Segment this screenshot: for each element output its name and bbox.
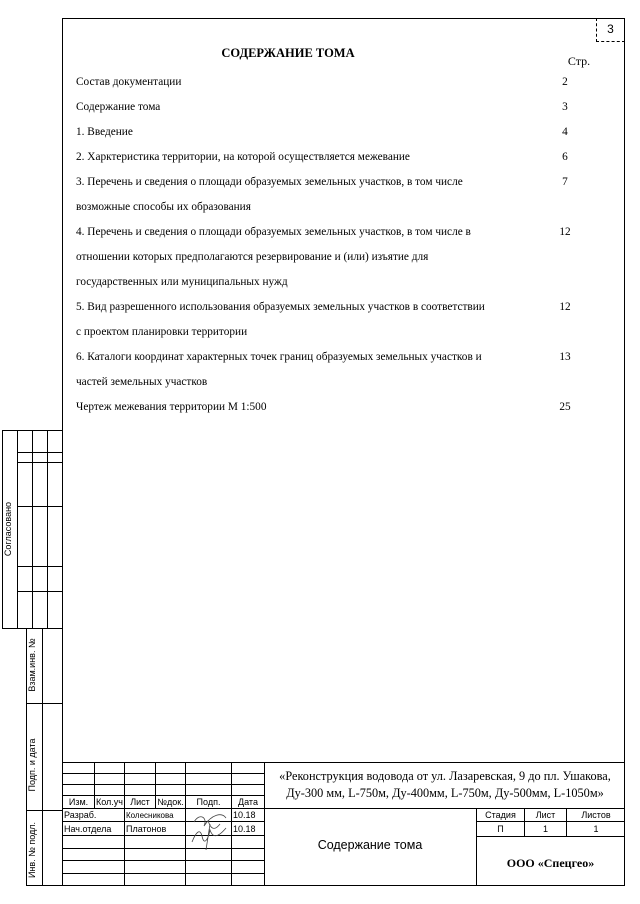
toc-item-page: 4 [562,126,568,138]
divider [124,762,125,886]
toc-item-text: 6. Каталоги координат характерных точек границ образуемых земельных участков и [76,351,482,363]
toc-item [76,70,601,95]
toc-item-text: отношении которых предполагаются резервирование и (или) изъятие для [76,251,429,263]
divider [62,835,264,836]
toc-item-text: с проектом планировки территории [76,326,248,338]
toc-item-text: Чертеж межевания территории М 1:500 [76,401,267,413]
company-name: ООО «Спецгео» [506,856,595,870]
name-developer: Колесникова [126,811,174,820]
divider [17,506,62,507]
name-head: Платонов [126,824,167,834]
divider [62,860,264,861]
toc-item [76,120,601,145]
toc-item [76,395,601,420]
divider [62,784,264,785]
toc-item [76,170,601,220]
header-podp: Подп. [196,797,221,807]
divider [476,836,625,837]
agreed-label: Согласовано [3,501,13,557]
date-head: 10.18 [233,824,256,834]
toc-item-page: 12 [559,226,571,238]
toc-item-text: 1. Введение [76,126,133,138]
page-column-header: Стр. [567,54,591,68]
page-number: 3 [607,22,614,36]
stage-label: Стадия [485,810,516,820]
table-of-contents [76,70,601,420]
sign-date-label: Подп. и дата [27,738,37,792]
divider [62,762,625,763]
divider [47,430,48,628]
divider [62,821,264,822]
stage-value: П [497,824,504,834]
header-kol-uch: Кол.уч [96,797,123,807]
header-ndok: №док. [157,797,184,807]
toc-item-text: возможные способы их образования [76,201,251,213]
divider [42,628,43,886]
page-title: СОДЕРЖАНИЕ ТОМА [221,46,355,60]
toc-item-text: частей земельных участков [76,376,208,388]
toc-item-page: 6 [562,151,568,163]
toc-item-page: 12 [559,301,571,313]
project-title: «Реконструкция водовода от ул. Лазаревская, 9 до пл. Ушакова, Ду-300 мм, L-750м, Ду-400мм, L-750м, Ду-500мм, L-1050м» [279,769,611,800]
date-developer: 10.18 [233,810,256,820]
divider [62,808,625,809]
divider [17,452,62,453]
toc-item-text: 3. Перечень и сведения о площади образуемых земельных участков, в том числе [76,176,463,188]
document-title: Содержание тома [317,838,423,852]
toc-item [76,95,601,120]
sheets-label: Листов [581,810,611,820]
divider [62,773,264,774]
toc-item-page: 13 [559,351,571,363]
replace-inv-label: Взам.инв. № [27,638,37,692]
toc-item-page: 3 [562,101,568,113]
header-list: Лист [130,797,150,807]
divider [476,821,625,822]
signature-drawing [186,806,232,852]
orig-inv-label: Инв. № подл. [27,821,37,879]
toc-item-text: 4. Перечень и сведения о площади образуемых земельных участков, в том числе в [76,226,471,238]
sheets-value: 1 [593,824,599,834]
toc-item-text: Состав документации [76,76,182,88]
toc-item [76,345,601,395]
toc-item-text: 5. Вид разрешенного использования образуемых земельных участков в соответствии [76,301,485,313]
role-head: Нач.отдела [64,824,112,834]
toc-item [76,220,601,295]
role-developer: Разраб. [64,810,97,820]
divider [62,795,264,796]
divider [62,873,264,874]
sheet-value: 1 [542,824,548,834]
toc-item-page: 7 [562,176,568,188]
divider [17,430,18,628]
divider [62,848,264,849]
header-izm: Изм. [68,797,89,807]
divider [17,591,62,592]
divider [17,462,62,463]
toc-item-text: 2. Харктеристика территории, на которой осуществляется межевание [76,151,410,163]
toc-item-page: 2 [562,76,568,88]
toc-item [76,145,601,170]
divider [32,430,33,628]
header-data: Дата [238,797,258,807]
toc-item-text: Содержание тома [76,101,161,113]
sheet-label: Лист [535,810,556,820]
divider [17,566,62,567]
toc-item-text: государственных или муниципальных нужд [76,276,288,288]
toc-item [76,295,601,345]
toc-item-page: 25 [559,401,571,413]
